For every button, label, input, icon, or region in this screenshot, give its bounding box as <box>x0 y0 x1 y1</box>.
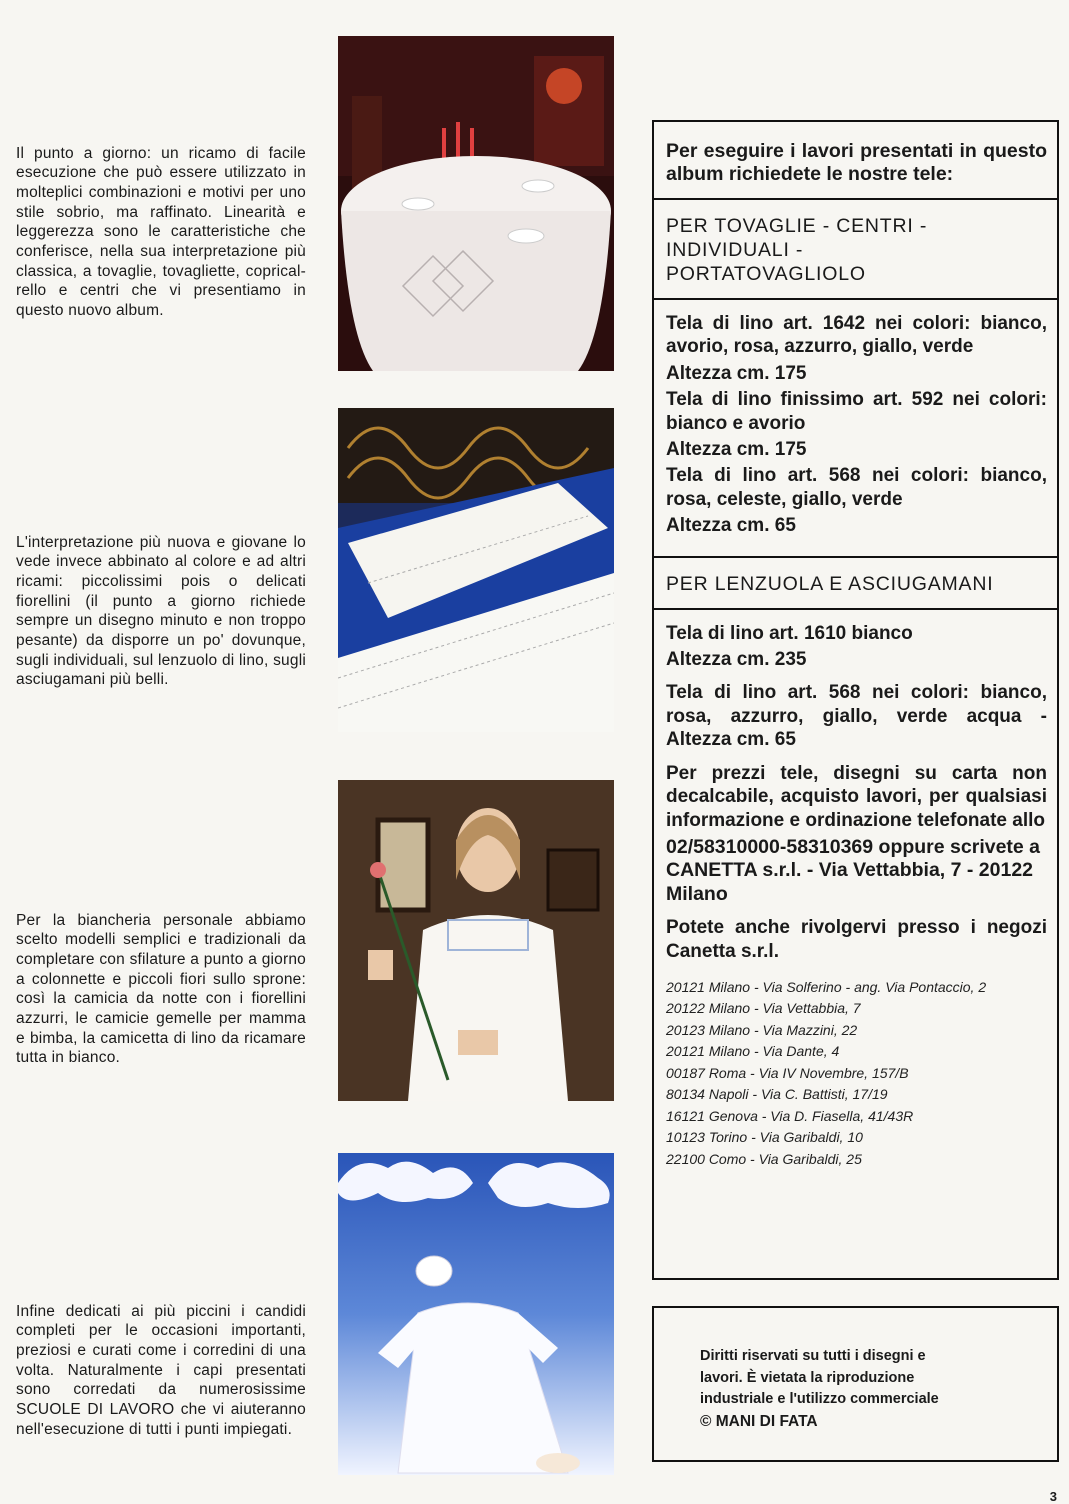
rights-line: industriale e l'utilizzo commerciale <box>700 1391 939 1407</box>
store-address: 20121 Milano - Via Dante, 4 <box>666 1043 840 1060</box>
photo-baby-gown <box>338 1153 614 1475</box>
store-address: 20121 Milano - Via Solferino - ang. Via Pontaccio, 2 <box>666 978 987 995</box>
rights-line: lavori. È vietata la riproduzione <box>700 1369 915 1386</box>
caption-colored-embroidery: L'interpretazione più nuova e giovane lo vede invece abbinato al colore e ad altri ricami: piccolissimi pois o delicati fiorellini (il punto a giorno richiede sempre un disegno minuto e non troppo pesante) da disporre un po' dovunque, sugli individuali, sul lenzuolo di lino, sugli asciugamani più belli. <box>16 533 306 689</box>
rights-line: © MANI DI FATA <box>700 1412 818 1430</box>
fabric-item: Altezza cm. 175 <box>666 439 807 461</box>
fabric-item: Altezza cm. 235 <box>666 649 807 671</box>
fabric-item: Tela di lino art. 1642 nei colori: bianco, avorio, rosa, azzurro, giallo, verde <box>666 313 1047 358</box>
shops-intro: Potete anche rivolgervi presso i negozi Canetta s.r.l. <box>666 917 1047 962</box>
store-address: 10123 Torino - Via Garibaldi, 10 <box>666 1129 863 1146</box>
ordering-info: Per prezzi tele, disegni su carta non decalcabile, acquisto lavori, per qualsiasi informazione e ordinazione telefonate allo <box>666 762 1047 831</box>
divider <box>654 198 1057 200</box>
store-address: 20123 Milano - Via Mazzini, 22 <box>666 1021 858 1038</box>
fabric-item: Altezza cm. 65 <box>666 515 796 537</box>
fabric-item: Tela di lino art. 568 nei colori: bianco, rosa, celeste, giallo, verde <box>666 465 1047 510</box>
photo-dining-table <box>338 36 614 371</box>
page-number: 3 <box>1049 1489 1057 1504</box>
store-address: 16121 Genova - Via D. Fiasella, 41/43R <box>666 1107 914 1124</box>
photo-bed-linen <box>338 408 614 732</box>
store-address: 80134 Napoli - Via C. Battisti, 17/19 <box>666 1086 888 1103</box>
photo-woman-nightgown <box>338 780 614 1101</box>
store-list <box>666 977 1047 1171</box>
rights-line: Diritti riservati su tutti i disegni e <box>700 1348 926 1364</box>
caption-personal-linen: Per la biancheria personale abbiamo scelto modelli semplici e tradizionali da completare con sfilature a punto a giorno a colonnette e piccoli fiori sullo sprone: così la camicia da notte con i fiorellini azzurri, le camicie gemelle per mamma e bimba, la camicetta di lino da ricamare tutta in bianco. <box>16 911 306 1067</box>
store-address: 00187 Roma - Via IV Novembre, 157/B <box>666 1064 909 1081</box>
fabric-item: Tela di lino art. 568 nei colori: bianco, rosa, azzurro, giallo, verde acqua - Altezza cm. 65 <box>666 682 1047 751</box>
section-title-sheets: PER LENZUOLA E ASCIUGAMANI <box>666 572 994 595</box>
fabric-item: Tela di lino art. 1610 bianco <box>666 622 913 644</box>
fabric-item: Altezza cm. 175 <box>666 362 807 384</box>
caption-table-linen: Il punto a giorno: un ricamo di facile esecuzione che può essere utilizzato in molteplici combinazioni e motivi per uno stile sobrio, ma raffinato. Linearità e leggerezza sono le caratteristiche che conferisce, nella sua interpretazione più classica, a tovaglie, tovagliette, coprical-rello e centri che vi presentiamo in questo nuovo album. <box>16 144 306 320</box>
divider <box>654 556 1057 558</box>
contact-address: 02/58310000-58310369 oppure scrivete a CANETTA s.r.l. - Via Vettabbia, 7 - 20122 Milano <box>666 835 1041 905</box>
copyright-box <box>652 1306 1059 1462</box>
store-address: 22100 Como - Via Garibaldi, 25 <box>666 1150 862 1167</box>
caption-baby-clothes: Infine dedicati ai più piccini i candidi completi per le occasioni importanti, preziosi e curati come i corredini di una volta. Naturalmente i capi presentati sono corredati da numerosissime SCUOLE DI LAVORO che vi aiuteranno nell'esecuzione di tutti i punti impiegati. <box>16 1302 306 1438</box>
info-intro: Per eseguire i lavori presentati in questo album richiedete le nostre tele: <box>666 140 1047 185</box>
store-address: 20122 Milano - Via Vettabbia, 7 <box>666 1000 861 1017</box>
fabric-info-box <box>652 120 1059 1280</box>
fabric-item: Tela di lino finissimo art. 592 nei colori: bianco e avorio <box>666 389 1047 434</box>
section-title-tablecloths: PER TOVAGLIE - CENTRI - INDIVIDUALI - PORTATOVAGLIOLO <box>666 215 928 285</box>
